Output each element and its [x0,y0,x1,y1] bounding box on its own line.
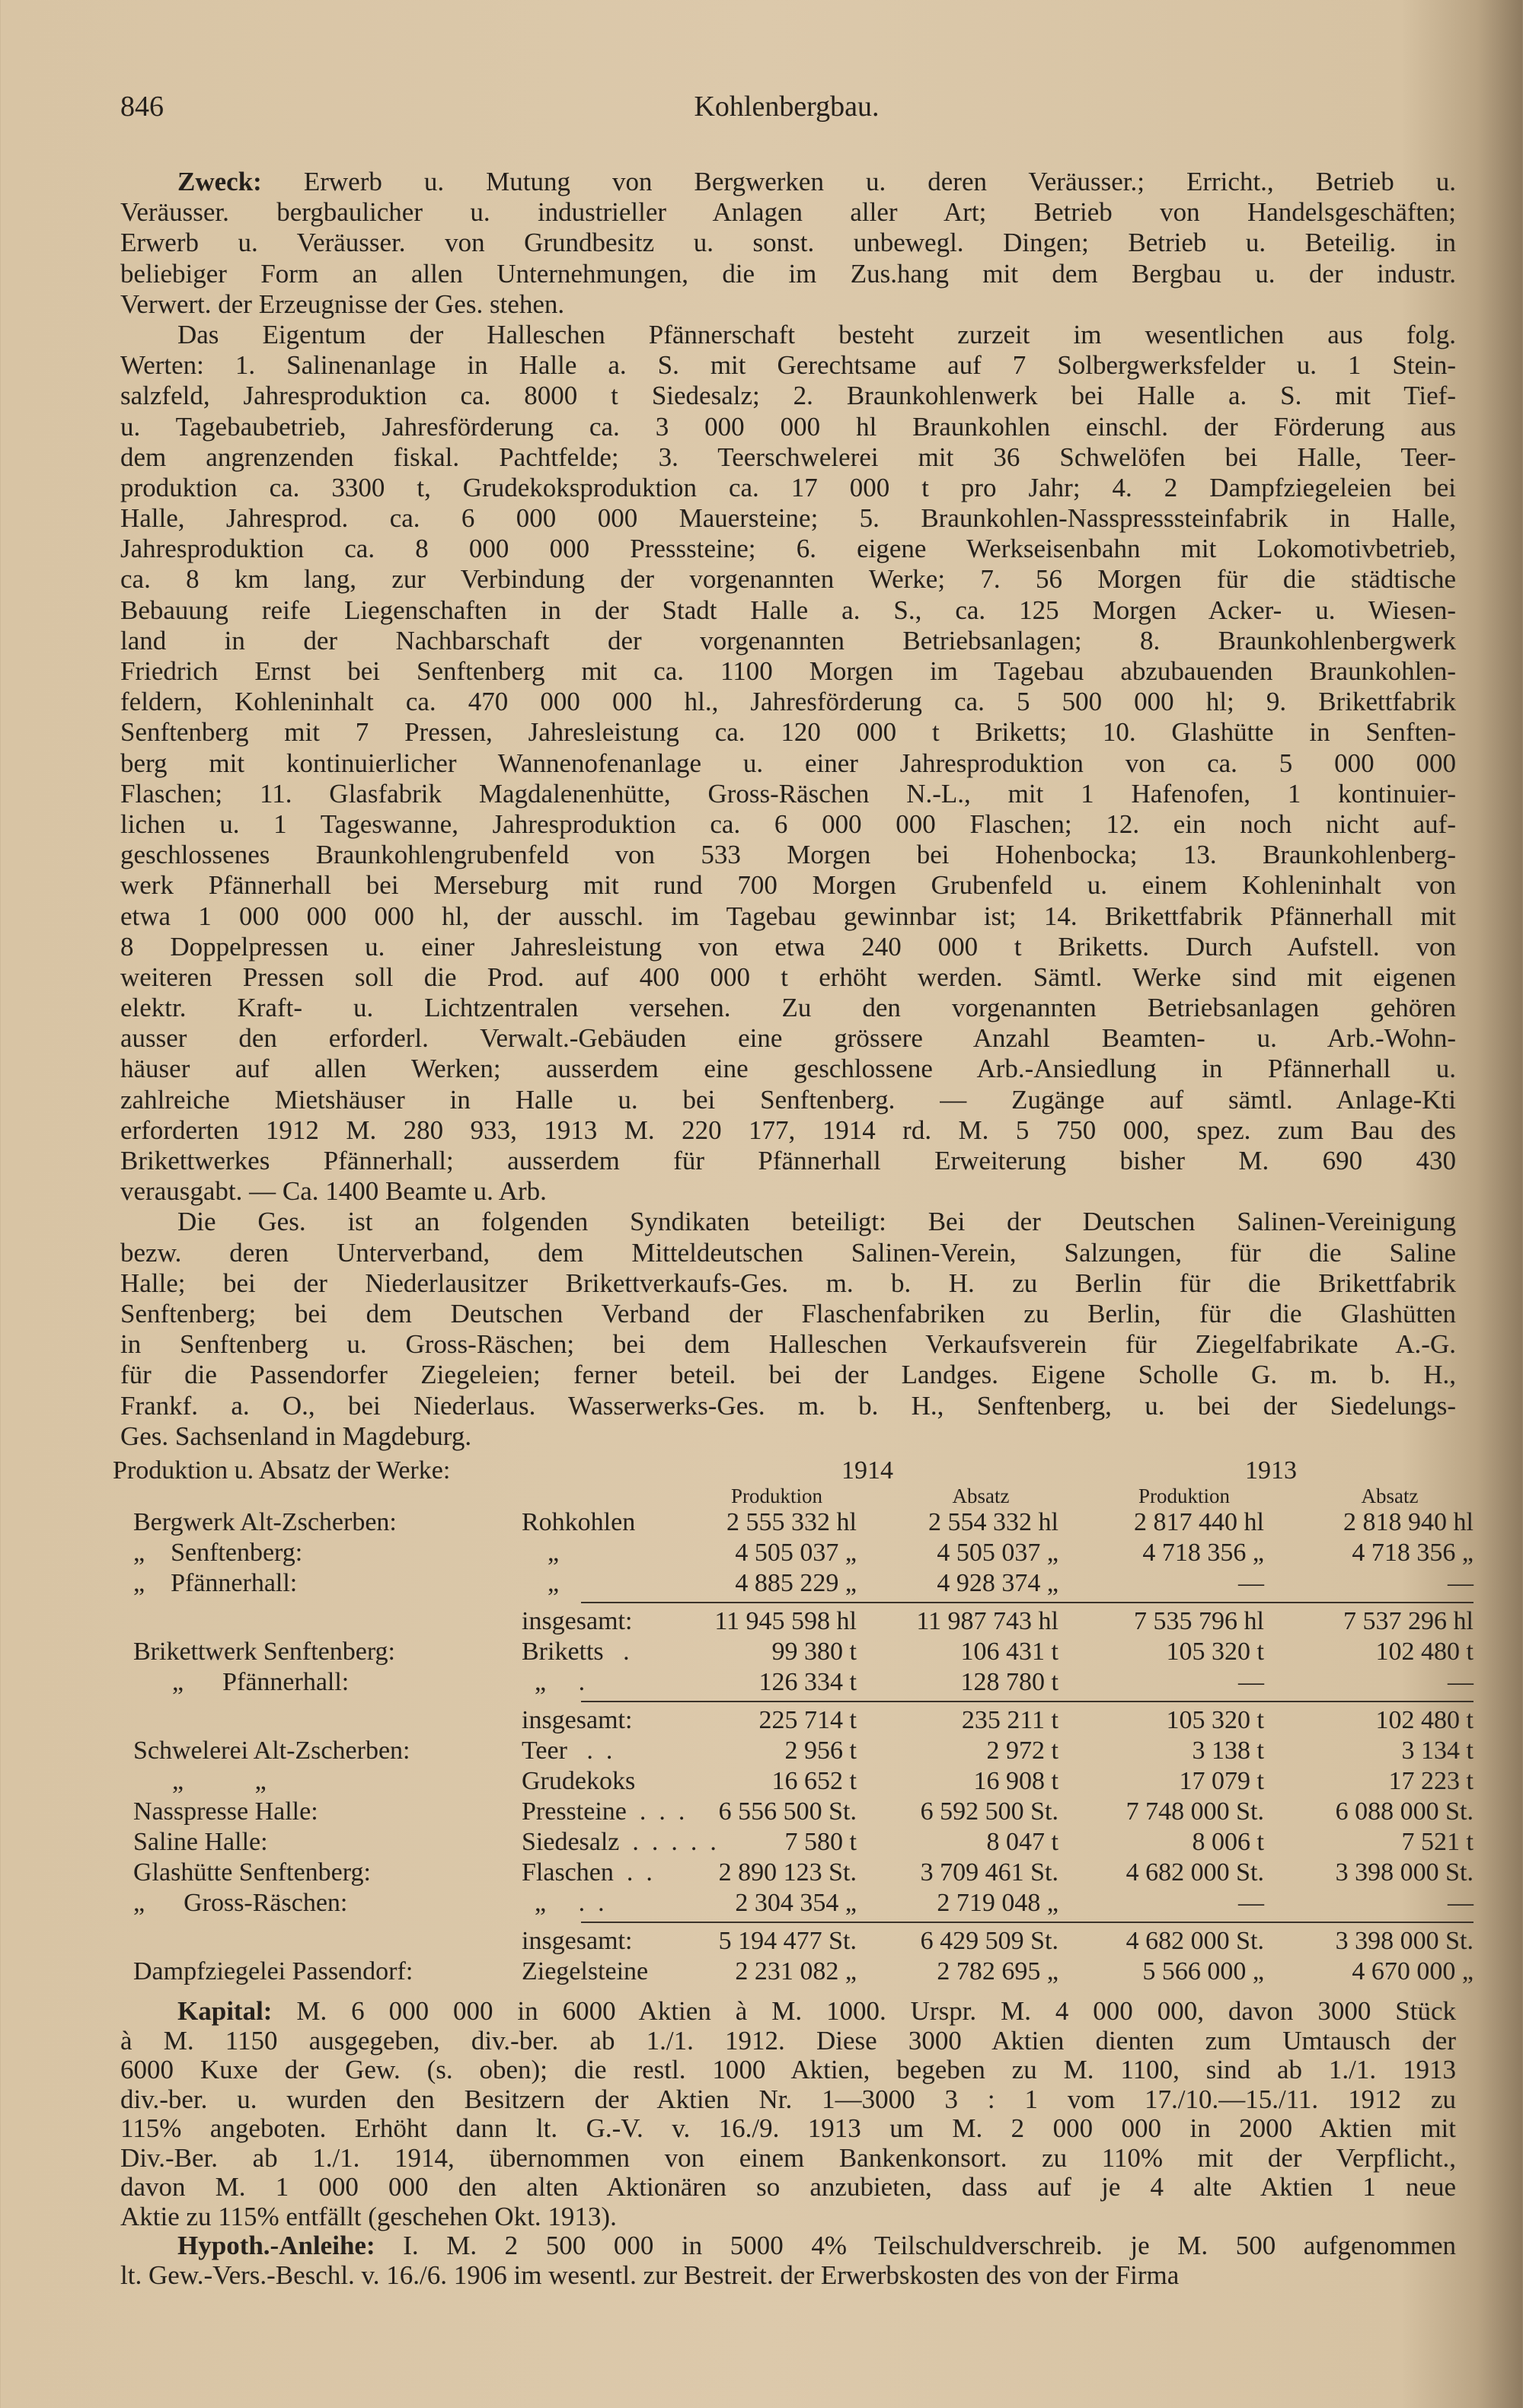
row-value: 102 480 t [1375,1706,1474,1734]
line-text: Frankf. a. O., bei Niederlaus. Wasserwerks-Ges. m. b. H., Senftenberg, u. bei der Siedelungs- [120,1390,1456,1421]
text-line [120,656,1456,687]
line-text: weiteren Pressen soll die Prod. auf 400 000 t erhöht werden. Sämtl. Werke sind mit eigenen [120,962,1456,992]
text-line [120,2261,1456,2291]
line-text: bezw. deren Unterverband, dem Mitteldeutschen Salinen-Verein, Salzungen, für die Saline [120,1237,1456,1268]
text-line [120,412,1456,442]
text-line [120,870,1456,901]
row-value: 5 566 000 „ [1142,1957,1264,1985]
text-line [120,2085,1456,2115]
paragraph-lead: Hypoth.-Anleihe: [177,2231,375,2260]
text-line [120,381,1456,411]
line-text: Brikettwerkes Pfännerhall; ausserdem für Pfännerhall Erweiterung bisher M. 690 430 [120,1146,1456,1175]
row-value: 6 592 500 St. [920,1797,1058,1826]
text-line [120,259,1456,289]
line-text: M. 6 000 000 in 6000 Aktien à M. 1000. Urspr. M. 4 000 000, davon 3000 Stück [296,1996,1457,2026]
row-value: 4 505 037 „ [937,1539,1058,1567]
text-line [120,2114,1456,2144]
row-product: „ . [522,1668,586,1696]
row-value: 225 714 t [758,1706,857,1734]
row-name: „ Senftenberg: [133,1539,303,1567]
sum-rule [133,1918,1474,1926]
production-table [113,1456,1474,1987]
line-text: land in der Nachbarschaft der vorgenannten Betriebsanlagen; 8. Braunkohlenbergwerk [120,625,1456,655]
line-text: salzfeld, Jahresproduktion ca. 8000 t Siedesalz; 2. Braunkohlenwerk bei Halle a. S. mit Tief- [120,381,1456,411]
row-value: 99 380 t [771,1638,857,1666]
row-value: — [1448,1668,1474,1696]
line-text: Bebauung reife Liegenschaften in der Stadt Halle a. S., ca. 125 Morgen Acker- u. Wiesen- [120,595,1456,625]
text-line [120,1207,1456,1237]
text-line [120,1115,1456,1146]
line-text: Friedrich Ernst bei Senftenberg mit ca. 1100 Morgen im Tagebau abzubauenden Braunkohlen- [120,656,1456,686]
text-line [120,2173,1456,2202]
text-line [120,840,1456,870]
row-value: 3 138 t [1192,1737,1264,1765]
row-value: 7 521 t [1401,1828,1474,1856]
row-value: 7 580 t [784,1828,857,1856]
line-text: Werten: 1. Salinenanlage in Halle a. S. mit Gerechtsame auf 7 Solbergwerksfelder u. 1 Stein- [120,350,1456,381]
row-value: 2 555 332 hl [726,1508,857,1536]
text-line [120,2027,1456,2056]
row-value: 4 718 356 „ [1352,1539,1474,1567]
body-text-bottom [120,1997,1456,2290]
row-value: 7 535 796 hl [1134,1607,1264,1635]
text-line [120,595,1456,626]
row-value: 2 817 440 hl [1134,1508,1264,1536]
text-line [120,1329,1456,1360]
line-text: u. Tagebaubetrieb, Jahresförderung ca. 3 000 000 hl Braunkohlen einschl. der Förderung aus [120,411,1456,442]
row-value: 126 334 t [758,1668,857,1696]
row-value: 6 088 000 St. [1335,1797,1474,1826]
text-line [120,503,1456,534]
row-value: 6 429 509 St. [920,1927,1058,1955]
text-line [120,626,1456,656]
text-line [120,1238,1456,1268]
line-text: häuser auf allen Werken; ausserdem eine geschlossene Arb.-Ansiedlung in Pfännerhall u. [120,1054,1456,1084]
row-value: 17 079 t [1179,1767,1264,1795]
row-name: „ Pfännerhall: [133,1668,350,1696]
text-line [120,1023,1456,1054]
line-text: à M. 1150 ausgegeben, div.-ber. ab 1./1. 1912. Diese 3000 Aktien dienten zum Umtausch der [120,2025,1456,2056]
row-value: 128 780 t [960,1668,1058,1696]
line-text: ausser den erforderl. Verwalt.-Gebäuden eine grössere Anzahl Beamten- u. Arb.-Wohn- [120,1023,1456,1054]
row-product: „ [522,1569,560,1597]
row-value: — [1238,1889,1264,1917]
text-line [120,1176,1456,1207]
text-line [120,1299,1456,1329]
text-line [120,2202,1456,2232]
row-value: 2 719 048 „ [937,1889,1058,1917]
line-text: Das Eigentum der Halleschen Pfännerschaft besteht zurzeit im wesentlichen aus folg. [177,319,1456,349]
table-row [133,1705,1474,1736]
text-line [120,687,1456,717]
row-product: Siedesalz . . . . . [522,1828,717,1856]
text-line [120,473,1456,503]
table-subheader-row [133,1485,1474,1507]
line-text: 8 Doppelpressen u. einer Jahresleistung von etwa 240 000 t Briketts. Durch Aufstell. von [120,931,1456,962]
row-product: Grudekoks [522,1767,636,1795]
line-text: Flaschen; 11. Glasfabrik Magdalenenhütte, Gross-Räschen N.-L., mit 1 Hafenofen, 1 kontinuier- [120,778,1456,809]
row-value: 235 211 t [961,1706,1058,1734]
text-line [120,1146,1456,1176]
row-value: 8 006 t [1192,1828,1264,1856]
row-name: Brikettwerk Senftenberg: [133,1638,396,1666]
page-number: 846 [120,91,164,123]
line-text: produktion ca. 3300 t, Grudekoksproduktion ca. 17 000 t pro Jahr; 4. 2 Dampfziegeleien bei [120,472,1456,502]
row-value: 2 782 695 „ [937,1957,1058,1985]
line-text: ca. 8 km lang, zur Verbindung der vorgenannten Werke; 7. 56 Morgen für die städtische [120,564,1456,595]
row-value: 105 320 t [1166,1638,1264,1666]
row-value: 2 972 t [986,1737,1058,1765]
row-name: Dampfziegelei Passendorf: [133,1957,413,1985]
row-product: insgesamt: [522,1607,633,1635]
row-product: Rohkohlen [522,1508,636,1536]
table-row [133,1736,1474,1766]
line-text: Erwerb u. Veräusser. von Grundbesitz u. sonst. unbewegl. Dingen; Betrieb u. Beteilig. in [120,228,1456,258]
line-text: Jahresproduktion ca. 8 000 000 Presssteine; 6. eigene Werkseisenbahn mit Lokomotivbetrieb, [120,534,1456,564]
row-value: 7 748 000 St. [1125,1797,1264,1826]
line-text: lichen u. 1 Tageswanne, Jahresproduktion ca. 6 000 000 Flaschen; 12. ein noch nicht auf- [120,809,1456,839]
line-text: verausgabt. — Ca. 1400 Beamte u. Arb. [120,1176,547,1207]
row-value: 4 682 000 St. [1125,1927,1264,1955]
row-value: 4 670 000 „ [1352,1957,1474,1985]
table-row [133,1538,1474,1568]
running-title: Kohlenbergbau. [694,91,880,123]
line-text: für die Passendorfer Ziegeleien; ferner beteil. bei der Landges. Eigene Scholle G. m. b. H., [120,1360,1456,1390]
sum-rule [133,1599,1474,1606]
line-text: I. M. 2 500 000 in 5000 4% Teilschuldverschreib. je M. 500 aufgenommen [403,2231,1456,2260]
row-value: — [1238,1668,1264,1696]
line-text: Senftenberg mit 7 Pressen, Jahresleistung ca. 120 000 t Briketts; 10. Glashütte in Senften- [120,717,1456,748]
row-product: insgesamt: [522,1706,633,1734]
row-value: 17 223 t [1388,1767,1474,1795]
row-value: 4 718 356 „ [1142,1539,1264,1567]
row-value: — [1448,1889,1474,1917]
line-text: berg mit kontinuierlicher Wannenofenanlage u. einer Jahresproduktion von ca. 5 000 000 [120,748,1456,778]
row-value: 2 956 t [784,1737,857,1765]
row-value: 16 652 t [771,1767,857,1795]
line-text: geschlossenes Braunkohlengrubenfeld von 533 Morgen bei Hohenbocka; 13. Braunkohlenberg- [120,840,1456,870]
row-value: 11 945 598 hl [714,1607,857,1635]
row-value: 3 398 000 St. [1335,1858,1474,1887]
text-line [120,2144,1456,2174]
row-value: 4 682 000 St. [1125,1858,1264,1887]
table-row [133,1827,1474,1858]
row-name [133,1705,522,1736]
row-name: „ Gross-Räschen: [133,1889,348,1917]
line-text: Div.-Ber. ab 1./1. 1914, übernommen von einem Bankenkonsort. zu 110% mit der Verpflicht., [120,2142,1456,2173]
line-text: zahlreiche Mietshäuser in Halle u. bei Senftenberg. — Zugänge auf sämtl. Anlage-Kti [120,1084,1456,1115]
row-value: 105 320 t [1166,1706,1264,1734]
row-name: Saline Halle: [133,1828,268,1856]
row-product: „ [522,1539,560,1567]
row-value: 3 134 t [1401,1737,1474,1765]
row-value: — [1238,1569,1264,1597]
text-line [120,1997,1456,2027]
line-text: Aktie zu 115% entfällt (geschehen Okt. 1913). [120,2201,617,2231]
subheader-absatz-1914: Absatz [952,1485,1010,1507]
text-line [120,1391,1456,1421]
line-text: dem angrenzenden fiskal. Pachtfelde; 3. Teerschwelerei mit 36 Schwelöfen bei Halle, Teer- [120,442,1456,472]
row-value: 2 304 354 „ [735,1889,857,1917]
table-row [133,1858,1474,1888]
row-value: 2 818 940 hl [1343,1508,1474,1536]
table-body [133,1507,1474,1987]
text-line [120,901,1456,932]
text-line [120,442,1456,473]
line-text: Veräusser. bergbaulicher u. industrieller Anlagen aller Art; Betrieb von Handelsgeschäften; [120,197,1456,228]
body-text-top [120,167,1456,1452]
line-text: Halle, Jahresprod. ca. 6 000 000 Mauersteine; 5. Braunkohlen-Nasspresssteinfabrik in Halle, [120,503,1456,534]
row-name: Bergwerk Alt-Zscherben: [133,1508,397,1536]
row-product: Pressteine . . . [522,1797,685,1826]
line-text: Ges. Sachsenland in Magdeburg. [120,1421,472,1451]
table-row [133,1926,1474,1957]
row-value: 4 505 037 „ [735,1539,857,1567]
row-value: 11 987 743 hl [916,1607,1058,1635]
row-name: Glashütte Senftenberg: [133,1858,371,1887]
line-text: 115% angeboten. Erhöht dann lt. G.-V. v. 16./9. 1913 um M. 2 000 000 in 2000 Aktien mit [120,2113,1456,2143]
line-text: Senftenberg; bei dem Deutschen Verband der Flaschenfabriken zu Berlin, für die Glashütten [120,1298,1456,1328]
table-row [133,1957,1474,1987]
text-line [120,228,1456,258]
row-value: 102 480 t [1375,1638,1474,1666]
row-value: 5 194 477 St. [718,1927,857,1955]
line-text: elektr. Kraft- u. Lichtzentralen versehen. Zu den vorgenannten Betriebsanlagen gehören [120,993,1456,1023]
text-line [120,809,1456,840]
line-text: werk Pfännerhall bei Merseburg mit rund 700 Morgen Grubenfeld u. einem Kohleninhalt von [120,870,1456,901]
text-line [120,534,1456,564]
row-name [133,1926,522,1957]
line-text: beliebiger Form an allen Unternehmungen, die im Zus.hang mit dem Bergbau u. der industr. [120,258,1456,289]
text-line [120,1054,1456,1084]
row-value: 2 554 332 hl [928,1508,1058,1536]
table-row [133,1507,1474,1538]
text-line [120,779,1456,809]
table-title: Produktion u. Absatz der Werke: [113,1456,451,1485]
row-value: 2 890 123 St. [718,1858,857,1887]
text-line [120,993,1456,1023]
row-product: Flaschen . . [522,1858,653,1887]
text-line [120,289,1456,320]
text-line [120,197,1456,228]
subheader-produktion-1913: Produktion [1138,1485,1231,1507]
row-product: „ . . [522,1889,605,1917]
text-line [120,1085,1456,1115]
table-row [133,1637,1474,1667]
table-title-row [113,1456,1474,1485]
row-value: 8 047 t [986,1828,1058,1856]
text-line [120,1360,1456,1390]
line-text: davon M. 1 000 000 den alten Aktionären so anzubieten, dass auf je 4 alte Aktien 1 neue [120,2172,1456,2202]
line-text: etwa 1 000 000 000 hl, der ausschl. im Tagebau gewinnbar ist; 14. Brikettfabrik Pfännerhall mit [120,901,1456,931]
text-line [120,564,1456,595]
row-value: — [1448,1569,1474,1597]
row-value: 3 709 461 St. [920,1858,1058,1887]
subheader-absatz-1913: Absatz [1361,1485,1419,1507]
text-line [120,1268,1456,1299]
line-text: feldern, Kohleninhalt ca. 470 000 000 hl., Jahresförderung ca. 5 500 000 hl; 9. Brikettfabrik [120,687,1456,717]
text-line [120,2231,1456,2261]
line-text: Erwerb u. Mutung von Bergwerken u. deren Veräusser.; Erricht., Betrieb u. [303,167,1456,196]
row-value: 7 537 296 hl [1343,1607,1474,1635]
line-text: lt. Gew.-Vers.-Beschl. v. 16./6. 1906 im wesentl. zur Bestreit. der Erwerbskosten des von der Firma [120,2260,1180,2290]
row-product: Briketts . [522,1638,630,1666]
row-value: 4 928 374 „ [937,1569,1058,1597]
text-line [120,350,1456,381]
row-name: „ „ [133,1767,267,1795]
line-text: in Senftenberg u. Gross-Räschen; bei dem Halleschen Verkaufsverein für Ziegelfabrikate A.-G. [120,1329,1456,1360]
row-name [133,1606,522,1637]
year-1913: 1913 [1245,1456,1297,1485]
row-product: insgesamt: [522,1927,633,1955]
row-value: 16 908 t [973,1767,1058,1795]
row-name: Nasspresse Halle: [133,1797,318,1826]
text-line [120,1421,1456,1452]
row-value: 2 231 082 „ [735,1957,857,1985]
subheader-produktion-1914: Produktion [730,1485,823,1507]
year-1914: 1914 [841,1456,893,1485]
row-value: 106 431 t [960,1638,1058,1666]
row-name: Schwelerei Alt-Zscherben: [133,1737,410,1765]
line-text: Die Ges. ist an folgenden Syndikaten beteiligt: Bei der Deutschen Salinen-Vereinigung [177,1207,1456,1237]
paragraph-lead: Zweck: [177,167,262,196]
line-text: 6000 Kuxe der Gew. (s. oben); die restl. 1000 Aktien, begeben zu M. 1100, sind ab 1./1. 1913 [120,2055,1456,2084]
text-line [120,932,1456,962]
row-product: Teer . . [522,1737,613,1765]
text-line [120,717,1456,748]
table-row [133,1606,1474,1637]
row-value: 6 556 500 St. [718,1797,857,1826]
row-name: „ Pfännerhall: [133,1569,298,1597]
text-line [120,2056,1456,2085]
table-row [133,1568,1474,1599]
table-row [133,1667,1474,1698]
row-product: Ziegelsteine [522,1957,649,1985]
line-text: Verwert. der Erzeugnisse der Ges. stehen. [120,289,565,319]
line-text: div.-ber. u. wurden den Besitzern der Aktien Nr. 1—3000 3 : 1 vom 17./10.—15./11. 1912 zu [120,2084,1456,2114]
sum-rule [133,1698,1474,1705]
table-row [133,1888,1474,1918]
paragraph-lead: Kapital: [177,1996,273,2026]
line-text: erforderten 1912 M. 280 933, 1913 M. 220 177, 1914 rd. M. 5 750 000, spez. zum Bau des [120,1115,1456,1145]
row-value: 4 885 229 „ [735,1569,857,1597]
text-line [120,167,1456,197]
table-row [133,1766,1474,1797]
text-line [120,962,1456,993]
line-text: Halle; bei der Niederlausitzer Brikettverkaufs-Ges. m. b. H. zu Berlin für die Brikettfabrik [120,1268,1456,1298]
text-line [120,748,1456,779]
row-value: 3 398 000 St. [1335,1927,1474,1955]
table-row [133,1797,1474,1827]
text-line [120,320,1456,350]
